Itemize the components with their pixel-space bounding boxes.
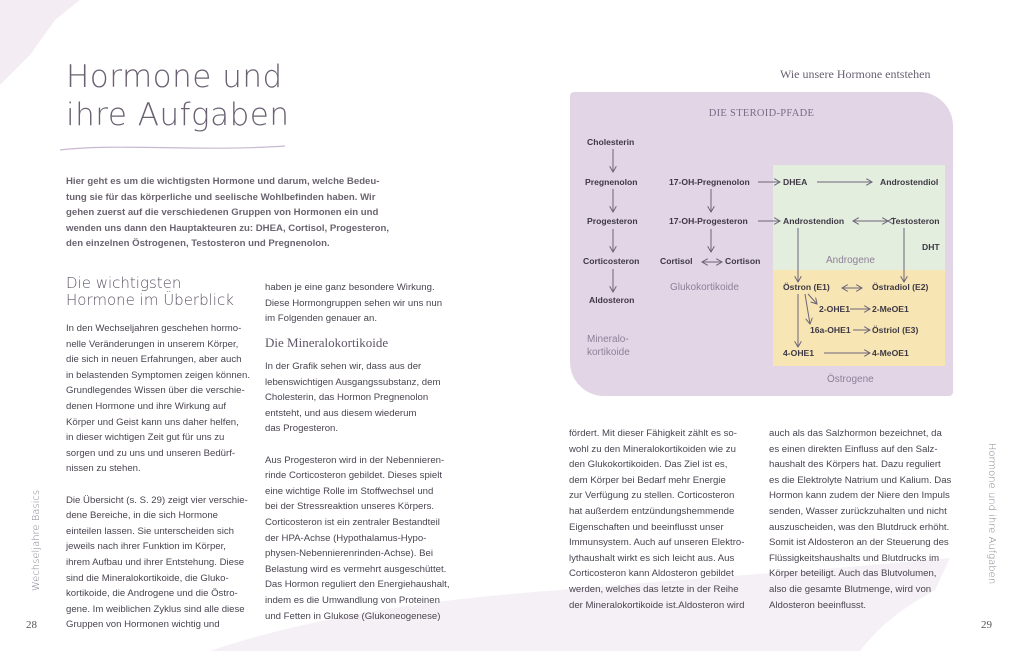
node-oestriol: Östriol (E3) — [872, 325, 919, 335]
node-17-oh-progesteron: 17-OH-Progesteron — [669, 216, 748, 226]
column-1-text: In den Wechseljahren geschehen hormo- nelle Veränderungen in unserem Körper, die sich in neuen Erfahrungen, aber auch in belastenden Symptomen zeigen können. Grundlegendes Wissen über die verschie- denen Hormone und ihre Wirkung auf Körper und Geist kann uns daher helfen, in dieser wichtigen Zeit gut für uns zu sorgen und zu uns und unseren Bedürf- nissen zu stehen. Die Übersicht (s. S. 29) zeigt vier verschie- dene Bereiche, in die sich Hormone einteilen lassen. Sie unterscheiden sich jeweils nach ihrer Funktion im Körper, ihrem Aufbau und ihrer Entstehung. Diese sind die Mineralokortikoide, die Gluko- kortikoide, die Androgene und die Östro- gene. Im weiblichen Zyklus sind alle diese Gruppen von Hormonen wichtig und — [66, 323, 251, 631]
section-heading: Die wichtigsten Hormone im Überblick — [66, 274, 234, 309]
steroid-pathways-diagram — [570, 92, 953, 396]
node-4-meoe1: 4-MeOE1 — [872, 348, 909, 358]
page-number-left: 28 — [26, 619, 37, 631]
group-oestrogene: Östrogene — [827, 374, 874, 385]
page-number-right: 29 — [981, 619, 992, 631]
column-3-text: fördert. Mit dieser Fähigkeit zählt es so- wohl zu den Mineralokortikoiden wie zu den Glukokortikoiden. Das Ziel ist es, dem Körper bei Bedarf mehr Energie zur Verfügung zu stellen. Corticosteron hat außerdem entzündungshemmende Eigenschaften und beeinflusst unser Immunsystem. Auch auf unseren Elektro- lythaushalt wirkt es sich leicht aus. Aus Corticosteron kann Aldosteron gebildet werden, welches das letzte in der Reihe der Mineralokortikoide ist.Aldosteron wird — [569, 428, 745, 611]
node-4-ohe1: 4-OHE1 — [783, 348, 815, 358]
node-androstendion: Androstendion — [783, 216, 845, 226]
group-mineralokortikoide: Mineralo- kortikoide — [587, 334, 630, 358]
node-cortison: Cortison — [725, 256, 761, 266]
node-16a-ohe1: 16a-OHE1 — [810, 325, 851, 335]
node-progesteron: Progesteron — [587, 216, 638, 226]
node-aldosteron: Aldosteron — [589, 295, 635, 305]
group-androgene: Androgene — [826, 255, 875, 266]
node-17-oh-pregnenolon: 17-OH-Pregnenolon — [669, 177, 750, 187]
diagram-title: DIE STEROID-PFADE — [708, 108, 815, 119]
node-testosteron: Testosteron — [891, 216, 940, 226]
column-2-text-a: haben je eine ganz besondere Wirkung. Diese Hormongruppen sehen wir uns nun im Folgenden genauer an. — [265, 282, 443, 325]
page-title: Hormone und ihre Aufgaben — [66, 59, 290, 133]
node-dht: DHT — [922, 242, 940, 252]
node-oestron: Östron (E1) — [783, 282, 830, 292]
intro-text: Hier geht es um die wichtigsten Hormone und darum, welche Bedeu- tung sie für das körperliche und seelische Wohlbefinden haben. Wir gehen zuerst auf die verschiedenen Gruppen von Hormonen ein und wenden uns dann den Hauptakteuren zu: DHEA, Cortisol, Progesteron, den einzelnen Östrogenen, Testosteron und Pregnenolon. — [66, 176, 390, 249]
column-4-text: auch als das Salzhormon bezeichnet, da es einen direkten Einfluss auf den Salz- haushalt des Körpers hat. Dazu reguliert es die Elektrolyte Natrium und Kalium. Das Hormon kann zudem der Niere den Impuls senden, Wasser zurückzuhalten und nicht auszuscheiden, was den Blutdruck erhöht. Somit ist Aldosteron an der Steuerung des Flüssigkeitshaushalts und Blutdrucks im Körper beteiligt. Auch das Blutvolumen, also die gesamte Blutmenge, wird von Aldosteron beeinflusst. — [769, 428, 952, 611]
node-pregnenolon: Pregnenolon — [585, 177, 638, 187]
node-cholesterin: Cholesterin — [587, 137, 635, 147]
node-cortisol: Cortisol — [660, 256, 693, 266]
node-dhea: DHEA — [783, 177, 808, 187]
group-glukokortikoide: Glukokortikoide — [670, 282, 739, 293]
node-2-ohe1: 2-OHE1 — [819, 304, 851, 314]
node-corticosteron: Corticosteron — [583, 256, 640, 266]
node-oestradiol: Östradiol (E2) — [872, 282, 929, 292]
subsection-heading: Die Mineralokortikoide — [265, 335, 389, 350]
running-head: Wie unsere Hormone entstehen — [780, 67, 931, 81]
side-label-left: Wechseljahre Basics — [31, 489, 43, 592]
column-2-text-b: In der Grafik sehen wir, dass aus der lebenswichtigen Ausgangssubstanz, dem Cholesterin, das Hormon Pregnenolon entsteht, und aus diesem wiederum das Progesteron. Aus Progesteron wird in der Nebennieren- rinde Corticosteron gebildet. Dieses spielt eine wichtige Rolle im Stoffwechsel und bei der Stressreaktion unseres Körpers. Corticosteron ist ein zentraler Bestandteil der HPA-Achse (Hypothalamus-Hypo- physen-Nebennierenrinden-Achse). Bei Belastung wird es vermehrt ausgeschüttet. Das Hormon reguliert den Energiehaushalt, indem es die Umwandlung von Proteinen und Fetten in Glukose (Glukoneogenese) — [265, 361, 450, 622]
side-label-right: Hormone und ihre Aufgaben — [986, 442, 998, 585]
node-androstendiol: Androstendiol — [880, 177, 939, 187]
node-2-meoe1: 2-MeOE1 — [872, 304, 909, 314]
